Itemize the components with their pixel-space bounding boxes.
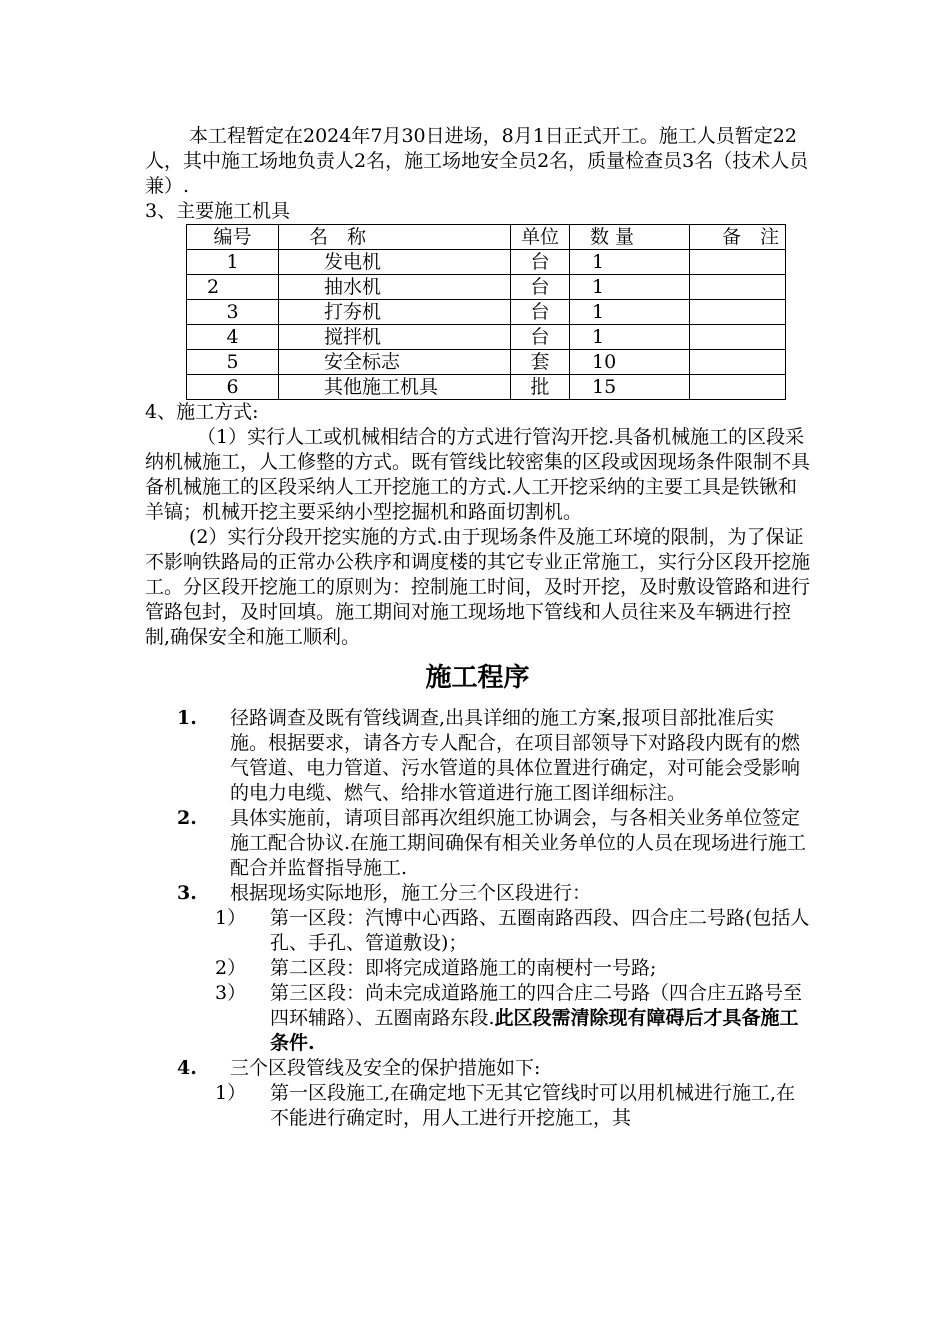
row-name: 发电机 bbox=[279, 250, 511, 275]
row-unit: 台 bbox=[511, 325, 570, 350]
row-no: 4 bbox=[187, 325, 279, 350]
list-item bbox=[145, 1056, 810, 1081]
row-qty: 1 bbox=[570, 250, 690, 275]
row-unit: 批 bbox=[511, 375, 570, 400]
row-unit: 台 bbox=[511, 250, 570, 275]
row-qty: 1 bbox=[570, 325, 690, 350]
method-title: 4、施工方式: bbox=[145, 401, 259, 423]
header-note: 备 注 bbox=[690, 225, 786, 250]
table-row bbox=[187, 300, 786, 325]
sub-list-text-normal: 第三区段：尚未完成道路施工的四合庄二号路（四合庄五路号至四环辅路）、五圈南路东段. bbox=[270, 982, 803, 1029]
row-name: 其他施工机具 bbox=[279, 375, 511, 400]
sub-list-number: 2） bbox=[215, 957, 247, 979]
list-text: 径路调查及既有管线调查,出具详细的施工方案,报项目部批准后实施。根据要求，请各方专人配合，在项目部领导下对路段内既有的燃气管道、电力管道、污水管道的具体位置进行确定，对可能会受影响的电力电缆、燃气、给排水管道进行施工图详细标注。 bbox=[230, 707, 801, 804]
list-number: 2. bbox=[177, 807, 197, 829]
list-item bbox=[145, 806, 810, 881]
row-unit: 套 bbox=[511, 350, 570, 375]
table-row bbox=[187, 250, 786, 275]
intro-paragraph: 本工程暂定在2024年7月30日进场，8月1日正式开工。施工人员暂定22人，其中施工场地负责人2名，施工场地安全员2名，质量检查员3名（技术人员兼）. bbox=[145, 125, 809, 197]
list-text: 根据现场实际地形，施工分三个区段进行： bbox=[230, 882, 592, 904]
row-qty: 1 bbox=[570, 300, 690, 325]
header-qty: 数 量 bbox=[570, 225, 690, 250]
sub-list-number: 1） bbox=[215, 1082, 247, 1104]
row-unit: 台 bbox=[511, 300, 570, 325]
header-unit: 单位 bbox=[511, 225, 570, 250]
header-name: 名 称 bbox=[279, 225, 511, 250]
row-no: 6 bbox=[187, 375, 279, 400]
row-name: 安全标志 bbox=[279, 350, 511, 375]
row-name: 搅拌机 bbox=[279, 325, 511, 350]
sub-list-text: 第一区段：汽博中心西路、五圈南路西段、四合庄二号路(包括人孔、手孔、管道敷设)； bbox=[270, 907, 810, 954]
sub-list-item bbox=[145, 1081, 810, 1131]
sub-list-number: 3） bbox=[215, 982, 247, 1004]
list-text: 三个区段管线及安全的保护措施如下: bbox=[230, 1057, 541, 1079]
row-note bbox=[690, 375, 786, 400]
sub-list-item bbox=[145, 906, 810, 956]
row-note bbox=[690, 300, 786, 325]
sub-list-text: 第二区段：即将完成道路施工的南梗村一号路; bbox=[270, 957, 657, 979]
sub-list-text bbox=[270, 981, 810, 1056]
row-note bbox=[690, 250, 786, 275]
list-number: 1. bbox=[177, 707, 197, 729]
list-item bbox=[145, 706, 810, 806]
table-header-row bbox=[187, 225, 786, 250]
list-item bbox=[145, 881, 810, 906]
table-row bbox=[187, 350, 786, 375]
list-text: 具体实施前，请项目部再次组织施工协调会，与各相关业务单位签定施工配合协议.在施工期间确保有相关业务单位的人员在现场进行施工配合并监督指导施工. bbox=[230, 807, 807, 879]
sub-list-item bbox=[145, 981, 810, 1056]
row-no: 2 bbox=[187, 275, 279, 300]
method-paragraph-2: (2）实行分段开挖实施的方式.由于现场条件及施工环境的限制，为了保证不影响铁路局的正常办公秩序和调度楼的其它专业正常施工，实行分区段开挖施工。分区段开挖施工的原则为：控制施工时间，及时开挖，及时敷设管路和进行管路包封，及时回填。施工期间对施工现场地下管线和人员往来及车辆进行控制,确保安全和施工顺利。 bbox=[145, 526, 811, 648]
machines-table bbox=[186, 224, 786, 400]
row-note bbox=[690, 275, 786, 300]
row-no: 5 bbox=[187, 350, 279, 375]
table-row bbox=[187, 375, 786, 400]
method-paragraph-1: （1）实行人工或机械相结合的方式进行管沟开挖.具备机械施工的区段采纳机械施工，人工修整的方式。既有管线比较密集的区段或因现场条件限制不具备机械施工的区段采纳人工开挖施工的方式.人工开挖采纳的主要工具是铁锹和羊镐；机械开挖主要采纳小型挖掘机和路面切割机。 bbox=[145, 426, 811, 523]
procedure-heading: 施工程序 bbox=[425, 663, 530, 693]
row-no: 3 bbox=[187, 300, 279, 325]
row-qty: 15 bbox=[570, 375, 690, 400]
document-page bbox=[145, 124, 810, 1131]
row-name: 打夯机 bbox=[279, 300, 511, 325]
row-qty: 1 bbox=[570, 275, 690, 300]
sub-list-item bbox=[145, 956, 810, 981]
sub-list-text-bold: 此区段需清除现有障碍后才具备施工条件. bbox=[270, 1007, 799, 1054]
list-number: 4. bbox=[177, 1057, 197, 1079]
row-note bbox=[690, 350, 786, 375]
row-unit: 台 bbox=[511, 275, 570, 300]
table-row bbox=[187, 275, 786, 300]
row-qty: 10 bbox=[570, 350, 690, 375]
machines-title: 3、主要施工机具 bbox=[145, 200, 291, 222]
sub-list-number: 1） bbox=[215, 907, 247, 929]
row-no: 1 bbox=[187, 250, 279, 275]
row-note bbox=[690, 325, 786, 350]
table-row bbox=[187, 325, 786, 350]
sub-list-text: 第一区段施工,在确定地下无其它管线时可以用机械进行施工,在不能进行确定时，用人工进行开挖施工，其 bbox=[270, 1082, 796, 1129]
list-number: 3. bbox=[177, 882, 197, 904]
header-no: 编号 bbox=[187, 225, 279, 250]
row-name: 抽水机 bbox=[279, 275, 511, 300]
